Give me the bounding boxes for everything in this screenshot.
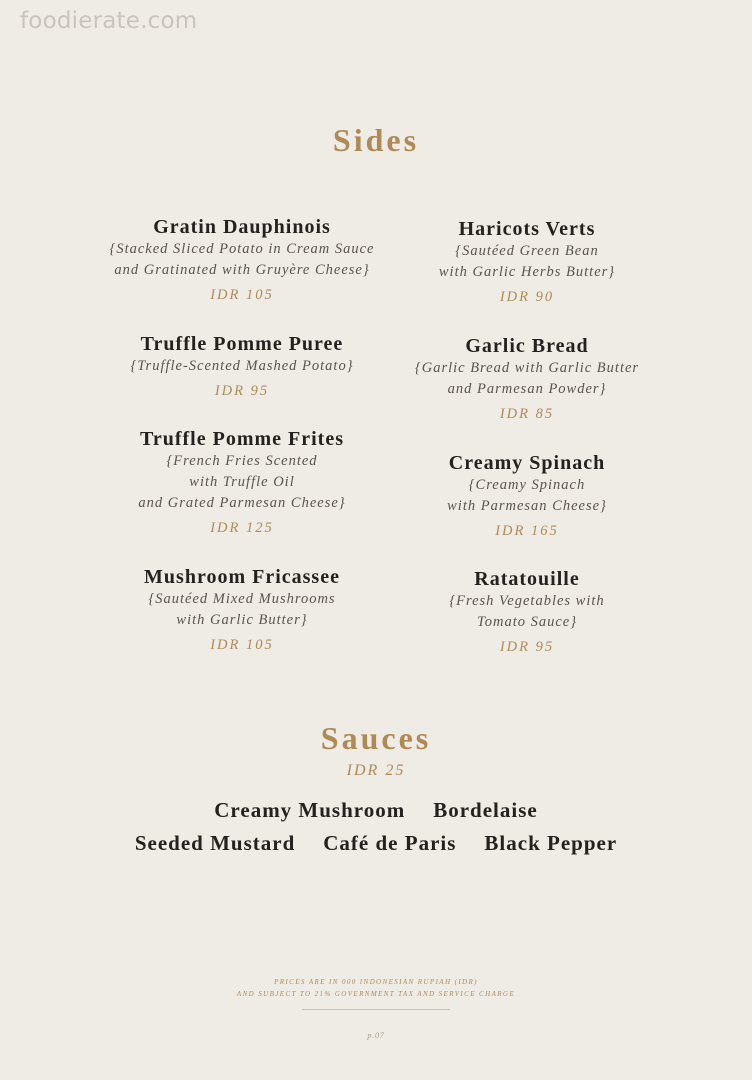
sauce-item: Seeded Mustard xyxy=(134,831,296,855)
dish-price: IDR 95 xyxy=(499,639,555,655)
watermark-text: foodierate.com xyxy=(20,8,198,34)
dish-name: Haricots Verts xyxy=(458,218,596,240)
dish-name: Mushroom Fricassee xyxy=(144,566,340,588)
dish-price: IDR 90 xyxy=(499,289,555,305)
dish-name: Ratatouille xyxy=(474,568,580,590)
sauce-row xyxy=(0,798,752,823)
sauce-item: Café de Paris xyxy=(323,831,457,855)
dish-item xyxy=(92,332,392,401)
dish-price: IDR 165 xyxy=(495,523,559,539)
dish-name: Gratin Dauphinois xyxy=(153,216,331,238)
dish-name: Truffle Pomme Puree xyxy=(140,333,344,355)
page-number: p.07 xyxy=(367,1031,385,1040)
dish-description: {Sautéed Green Bean with Garlic Herbs Butter} xyxy=(438,243,616,280)
dish-item xyxy=(377,217,677,307)
dish-price: IDR 125 xyxy=(210,520,274,536)
dish-description: {Creamy Spinach with Parmesan Cheese} xyxy=(447,477,607,514)
dish-name: Garlic Bread xyxy=(465,335,589,357)
dish-description: {Sautéed Mixed Mushrooms with Garlic Butter} xyxy=(148,591,336,628)
dish-price: IDR 105 xyxy=(210,637,274,653)
dish-name: Creamy Spinach xyxy=(448,452,606,474)
footer-divider xyxy=(302,1009,450,1010)
dish-item xyxy=(92,565,392,655)
dish-description: {Truffle-Scented Mashed Potato} xyxy=(130,358,354,374)
footer-note-line-2: AND SUBJECT TO 21% GOVERNMENT TAX AND SERVICE CHARGE xyxy=(236,990,516,998)
dish-item xyxy=(92,427,392,538)
footer-note-line-1: PRICES ARE IN 000 INDONESIAN RUPIAH (IDR) xyxy=(274,978,478,986)
dish-description: {French Fries Scented with Truffle Oil and Grated Parmesan Cheese} xyxy=(138,453,346,511)
dish-item xyxy=(92,215,392,305)
dish-price: IDR 95 xyxy=(214,383,270,399)
sauce-item: Creamy Mushroom xyxy=(214,798,406,822)
dish-item xyxy=(377,334,677,424)
dish-description: {Fresh Vegetables with Tomato Sauce} xyxy=(449,593,605,630)
sauce-row xyxy=(0,831,752,856)
sauces-section-title: Sauces xyxy=(320,720,432,756)
dish-item xyxy=(377,567,677,657)
sauces-price: IDR 25 xyxy=(346,762,406,779)
dish-price: IDR 105 xyxy=(210,287,274,303)
dish-description: {Garlic Bread with Garlic Butter and Parmesan Powder} xyxy=(414,360,640,397)
sauce-item: Black Pepper xyxy=(484,831,618,855)
dish-name: Truffle Pomme Frites xyxy=(140,428,344,450)
dish-description: {Stacked Sliced Potato in Cream Sauce and Gratinated with Gruyère Cheese} xyxy=(109,241,375,278)
sauce-item: Bordelaise xyxy=(433,798,538,822)
dish-price: IDR 85 xyxy=(499,406,555,422)
dish-item xyxy=(377,451,677,541)
sides-section-title: Sides xyxy=(332,122,420,158)
